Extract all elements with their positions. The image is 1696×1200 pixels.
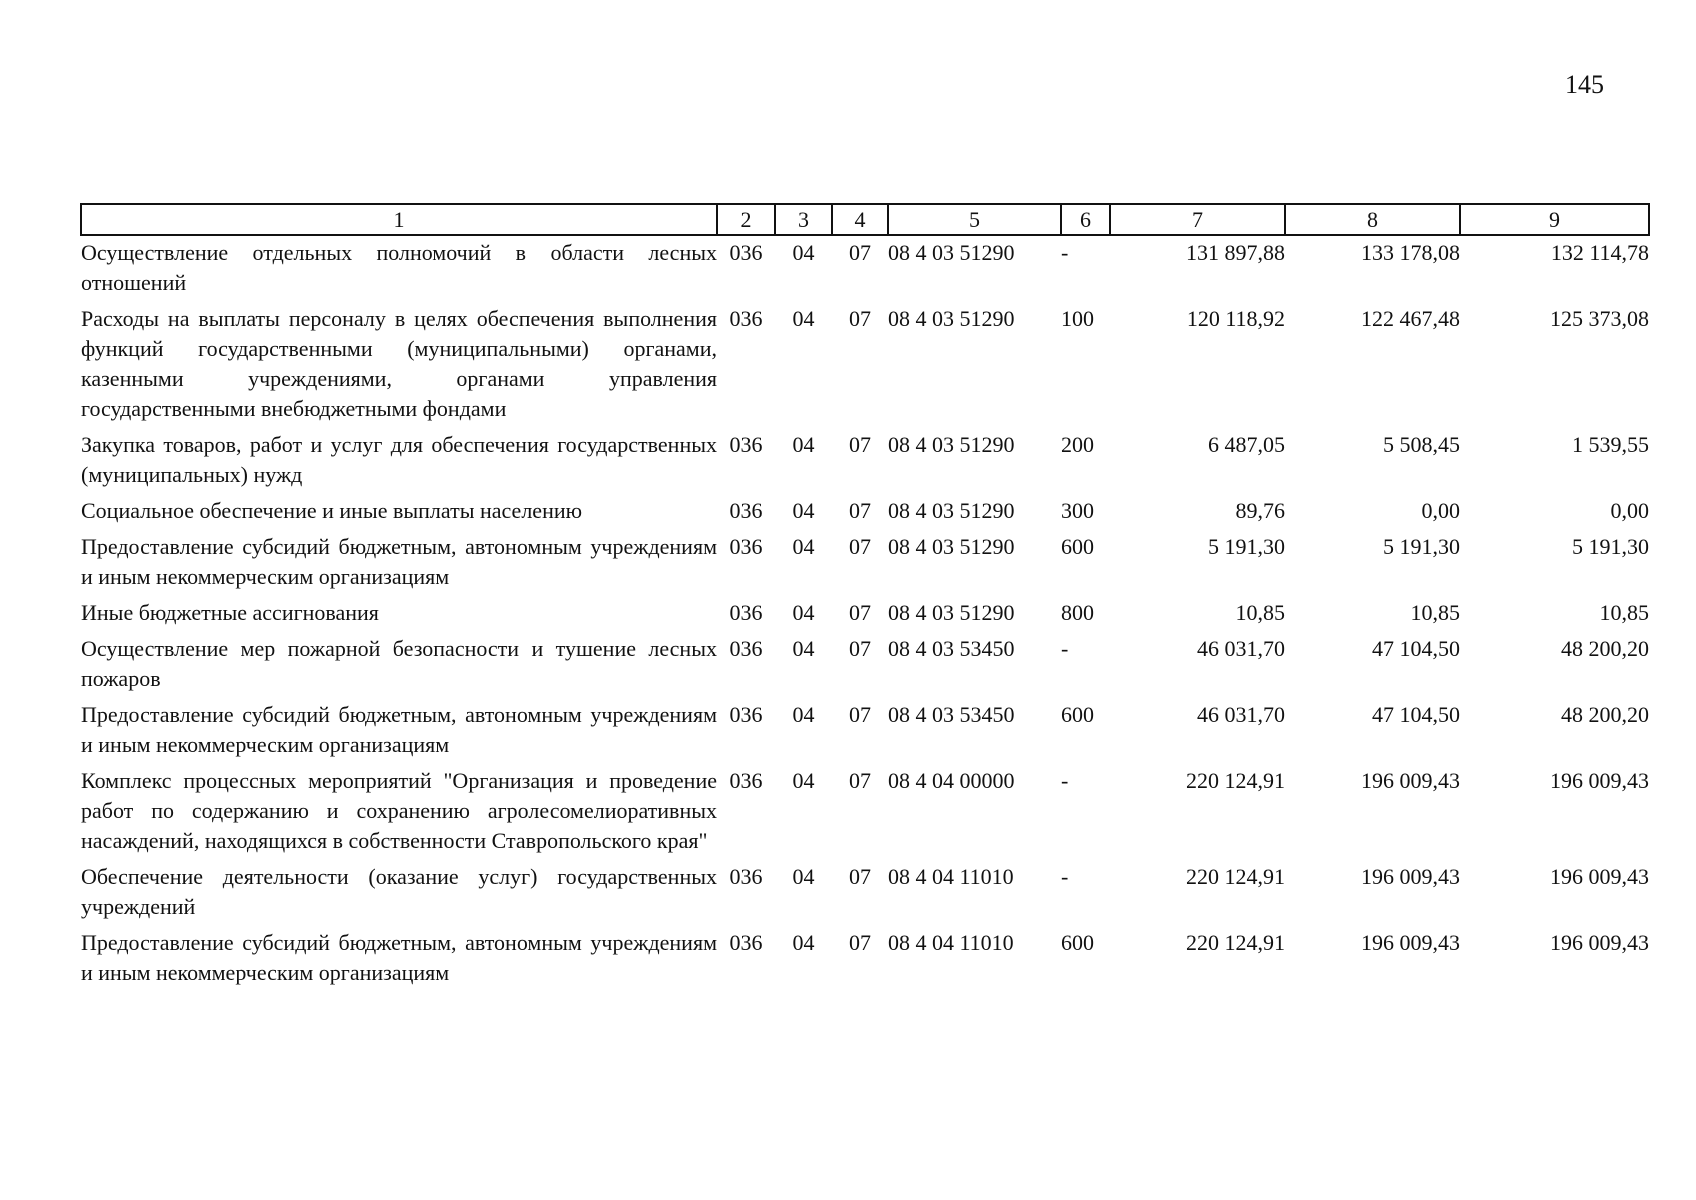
row-expense-type: - [1061, 636, 1069, 661]
row-target-article: 08 4 03 51290 [888, 432, 1015, 457]
row-section: 04 [792, 636, 815, 661]
row-target-article: 08 4 03 51290 [888, 306, 1015, 331]
row-amount-9: 1 539,55 [1572, 432, 1649, 457]
row-subsection: 07 [849, 864, 871, 889]
row-subsection: 07 [849, 768, 871, 793]
row-amount-9: 196 009,43 [1550, 864, 1649, 889]
row-subsection: 07 [849, 534, 871, 559]
row-section: 04 [792, 930, 815, 955]
row-expense-type: 800 [1061, 600, 1094, 625]
row-subsection: 07 [849, 702, 871, 727]
row-amount-9: 48 200,20 [1561, 702, 1649, 727]
row-amount-8: 196 009,43 [1361, 768, 1460, 793]
column-header: 9 [1460, 204, 1649, 235]
column-header: 4 [832, 204, 888, 235]
row-amount-8: 196 009,43 [1361, 864, 1460, 889]
row-name: Закупка товаров, работ и услуг для обеспечения государственных (муниципальных) нужд [81, 432, 717, 487]
row-code: 036 [729, 498, 763, 523]
row-amount-8: 0,00 [1421, 498, 1460, 523]
column-header: 6 [1061, 204, 1110, 235]
row-name: Расходы на выплаты персоналу в целях обеспечения выполнения функций государственными (муниципальными) органами, казенными учреждениями, органами управления государственными внебюджетными фондами [81, 306, 717, 421]
row-name: Предоставление субсидий бюджетным, автономным учреждениям и иным некоммерческим организациям [81, 702, 717, 757]
row-section: 04 [792, 768, 815, 793]
table-row [81, 764, 1649, 860]
row-subsection: 07 [849, 636, 871, 661]
row-amount-7: 5 191,30 [1208, 534, 1285, 559]
row-subsection: 07 [849, 498, 871, 523]
row-amount-7: 220 124,91 [1186, 864, 1285, 889]
row-amount-7: 10,85 [1235, 600, 1285, 625]
row-code: 036 [729, 306, 763, 331]
row-amount-9: 0,00 [1610, 498, 1649, 523]
row-name: Осуществление отдельных полномочий в области лесных отношений [81, 240, 717, 295]
row-section: 04 [792, 306, 815, 331]
column-header: 5 [888, 204, 1061, 235]
page-number: 145 [1565, 70, 1604, 99]
table-row [81, 494, 1649, 530]
row-expense-type: 600 [1061, 534, 1094, 559]
row-section: 04 [792, 498, 815, 523]
row-amount-7: 131 897,88 [1186, 240, 1285, 265]
row-code: 036 [729, 636, 763, 661]
table-row [81, 632, 1649, 698]
row-subsection: 07 [849, 240, 871, 265]
row-code: 036 [729, 768, 763, 793]
row-section: 04 [792, 600, 815, 625]
row-amount-7: 46 031,70 [1197, 702, 1285, 727]
row-name: Комплекс процессных мероприятий "Организация и проведение работ по содержанию и сохранению агролесомелиоративных насаждений, находящихся в собственности Ставропольского края" [81, 768, 717, 853]
table-row [81, 698, 1649, 764]
row-section: 04 [792, 240, 815, 265]
row-amount-9: 196 009,43 [1550, 768, 1649, 793]
row-expense-type: 600 [1061, 930, 1094, 955]
row-target-article: 08 4 03 51290 [888, 498, 1015, 523]
row-section: 04 [792, 534, 815, 559]
table-row [81, 926, 1649, 992]
row-subsection: 07 [849, 600, 871, 625]
row-target-article: 08 4 04 11010 [888, 864, 1014, 889]
row-section: 04 [792, 702, 815, 727]
row-name: Иные бюджетные ассигнования [81, 600, 379, 625]
row-target-article: 08 4 03 51290 [888, 534, 1015, 559]
row-amount-9: 10,85 [1599, 600, 1649, 625]
table-row [81, 235, 1649, 302]
row-amount-7: 89,76 [1235, 498, 1285, 523]
row-expense-type: 100 [1061, 306, 1094, 331]
row-name: Предоставление субсидий бюджетным, автономным учреждениям и иным некоммерческим организациям [81, 930, 717, 985]
row-expense-type: - [1061, 864, 1069, 889]
row-code: 036 [729, 432, 763, 457]
row-amount-9: 132 114,78 [1550, 240, 1649, 265]
row-amount-8: 5 191,30 [1383, 534, 1460, 559]
row-name: Осуществление мер пожарной безопасности и тушение лесных пожаров [81, 636, 717, 691]
row-code: 036 [729, 600, 763, 625]
row-subsection: 07 [849, 306, 871, 331]
table-row [81, 596, 1649, 632]
row-expense-type: 300 [1061, 498, 1094, 523]
row-code: 036 [729, 702, 763, 727]
row-expense-type: - [1061, 240, 1069, 265]
row-amount-7: 220 124,91 [1186, 930, 1285, 955]
column-header: 3 [775, 204, 832, 235]
row-amount-7: 6 487,05 [1208, 432, 1285, 457]
column-header: 8 [1285, 204, 1460, 235]
column-header: 2 [717, 204, 775, 235]
row-amount-8: 47 104,50 [1372, 636, 1460, 661]
row-amount-8: 122 467,48 [1361, 306, 1460, 331]
column-header: 1 [81, 204, 717, 235]
row-name: Социальное обеспечение и иные выплаты населению [81, 498, 583, 523]
row-target-article: 08 4 04 00000 [888, 768, 1015, 793]
row-subsection: 07 [849, 930, 871, 955]
table-row [81, 860, 1649, 926]
row-name: Обеспечение деятельности (оказание услуг) государственных учреждений [81, 864, 717, 919]
table-header-row [81, 204, 1649, 235]
row-amount-9: 5 191,30 [1572, 534, 1649, 559]
row-target-article: 08 4 03 53450 [888, 636, 1015, 661]
row-target-article: 08 4 03 51290 [888, 240, 1015, 265]
row-amount-7: 120 118,92 [1186, 306, 1285, 331]
row-section: 04 [792, 432, 815, 457]
row-amount-8: 196 009,43 [1361, 930, 1460, 955]
row-amount-8: 133 178,08 [1361, 240, 1460, 265]
row-target-article: 08 4 03 51290 [888, 600, 1015, 625]
row-subsection: 07 [849, 432, 871, 457]
row-code: 036 [729, 864, 763, 889]
row-code: 036 [729, 930, 763, 955]
budget-table [80, 203, 1650, 992]
row-target-article: 08 4 04 11010 [888, 930, 1014, 955]
table-row [81, 428, 1649, 494]
row-code: 036 [729, 534, 763, 559]
row-target-article: 08 4 03 53450 [888, 702, 1015, 727]
row-amount-8: 5 508,45 [1383, 432, 1460, 457]
row-amount-9: 125 373,08 [1550, 306, 1649, 331]
row-expense-type: 600 [1061, 702, 1094, 727]
row-amount-9: 48 200,20 [1561, 636, 1649, 661]
row-amount-9: 196 009,43 [1550, 930, 1649, 955]
row-name: Предоставление субсидий бюджетным, автономным учреждениям и иным некоммерческим организациям [81, 534, 717, 589]
column-header: 7 [1110, 204, 1285, 235]
table-row [81, 530, 1649, 596]
row-expense-type: 200 [1061, 432, 1094, 457]
row-amount-7: 220 124,91 [1186, 768, 1285, 793]
row-section: 04 [792, 864, 815, 889]
row-amount-8: 10,85 [1410, 600, 1460, 625]
table-row [81, 302, 1649, 428]
row-code: 036 [729, 240, 763, 265]
row-amount-8: 47 104,50 [1372, 702, 1460, 727]
row-expense-type: - [1061, 768, 1069, 793]
row-amount-7: 46 031,70 [1197, 636, 1285, 661]
